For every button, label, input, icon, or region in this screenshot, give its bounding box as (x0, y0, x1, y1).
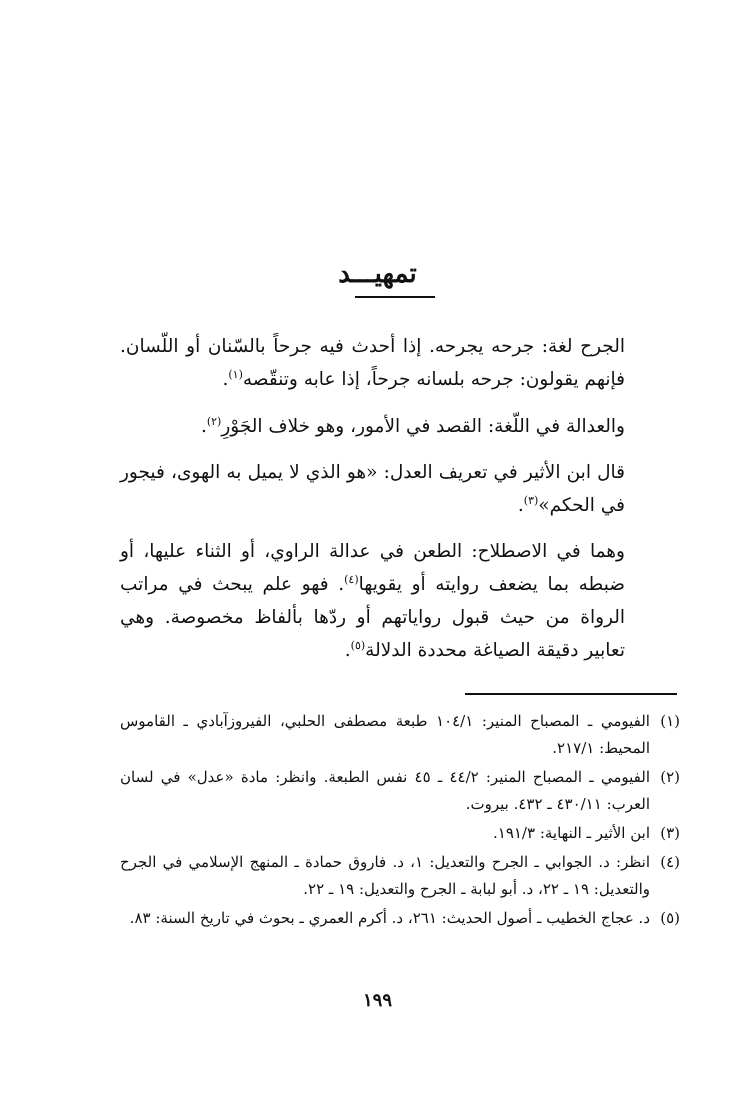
footnote-ref: (٤) (344, 572, 359, 586)
paragraph-end: . (222, 369, 229, 390)
footnote-separator (465, 693, 677, 695)
footnote-text: ابن الأثير ـ النهاية: ١٩١/٣. (492, 824, 650, 842)
footnote-number: (٤) (660, 853, 680, 871)
footnote-number: (٣) (660, 824, 680, 842)
footnote-number: (١) (660, 712, 680, 730)
page-number: ١٩٩ (362, 990, 392, 1011)
title-underline (355, 296, 435, 298)
paragraph-text: والعدالة في اللّغة: القصد في الأمور، وهو خلاف الجَوْرِ (221, 416, 625, 437)
footnote-item (120, 708, 680, 762)
footnote-item (120, 905, 680, 932)
paragraph-text: وهما في الاصطلاح: الطعن في عدالة الراوي، أو الثناء عليها، أو ضبطه بما يضعف روايته أو يقويها (120, 541, 625, 595)
footnote-ref: (٢) (206, 414, 222, 428)
paragraph-text: قال ابن الأثير في تعريف العدل: «هو الذي لا يميل به الهوى، فيجور في الحكم» (120, 462, 625, 516)
footnote-item (120, 820, 680, 847)
paragraph-text: الجرح لغة: جرحه يجرحه. إذا أحدث فيه جرحاً بالسّنان أو اللّسان. فإنهم يقولون: جرحه بلسانه جرحاً، إذا عابه وتنقّصه (120, 336, 625, 390)
footnote-text: د. عجاج الخطيب ـ أصول الحديث: ٢٦١، د. أكرم العمري ـ بحوث في تاريخ السنة: ٨٣. (129, 909, 650, 927)
footnotes-list (120, 708, 680, 934)
footnote-item (120, 849, 680, 903)
footnote-text: انظر: د. الجوابي ـ الجرح والتعديل: ١، د. فاروق حمادة ـ المنهج الإسلامي في الجرح والتعديل: ١٩ ـ ٢٢، د. أبو لبابة ـ الجرح والتعديل: ١٩ ـ ٢٢. (120, 853, 650, 898)
paragraph-jarh-definition (120, 330, 625, 396)
paragraph-technical-definition (120, 535, 625, 667)
footnote-ref: (٥) (350, 638, 366, 652)
footnote-number: (٢) (660, 768, 680, 786)
footnote-ref: (١) (228, 367, 243, 381)
footnote-ref: (٣) (523, 493, 539, 507)
paragraph-end: . (200, 416, 207, 437)
paragraph-adala-definition (120, 410, 625, 443)
paragraph-end: . (344, 640, 351, 661)
page-title: تمهيـــد (338, 259, 417, 289)
paragraph-text-continued: . فهو علم يبحث في مراتب الرواة من حيث قبول رواياتهم أو ردّها بألفاظ مخصوصة. وهي تعابير دقيقة الصياغة محددة الدلالة (120, 574, 625, 661)
footnote-number: (٥) (660, 909, 680, 927)
footnote-text: الفيومي ـ المصباح المنير: ٤٤/٢ ـ ٤٥ نفس الطبعة. وانظر: مادة «عدل» في لسان العرب: ٤٣٠/١١ ـ ٤٣٢. بيروت. (120, 768, 650, 813)
footnote-item (120, 764, 680, 818)
footnote-text: الفيومي ـ المصباح المنير: ١٠٤/١ طبعة مصطفى الحلبي، الفيروزآبادي ـ القاموس المحيط: ٢١٧/١. (120, 712, 650, 757)
paragraph-end: . (517, 495, 524, 516)
paragraph-ibn-athir-quote (120, 456, 625, 522)
